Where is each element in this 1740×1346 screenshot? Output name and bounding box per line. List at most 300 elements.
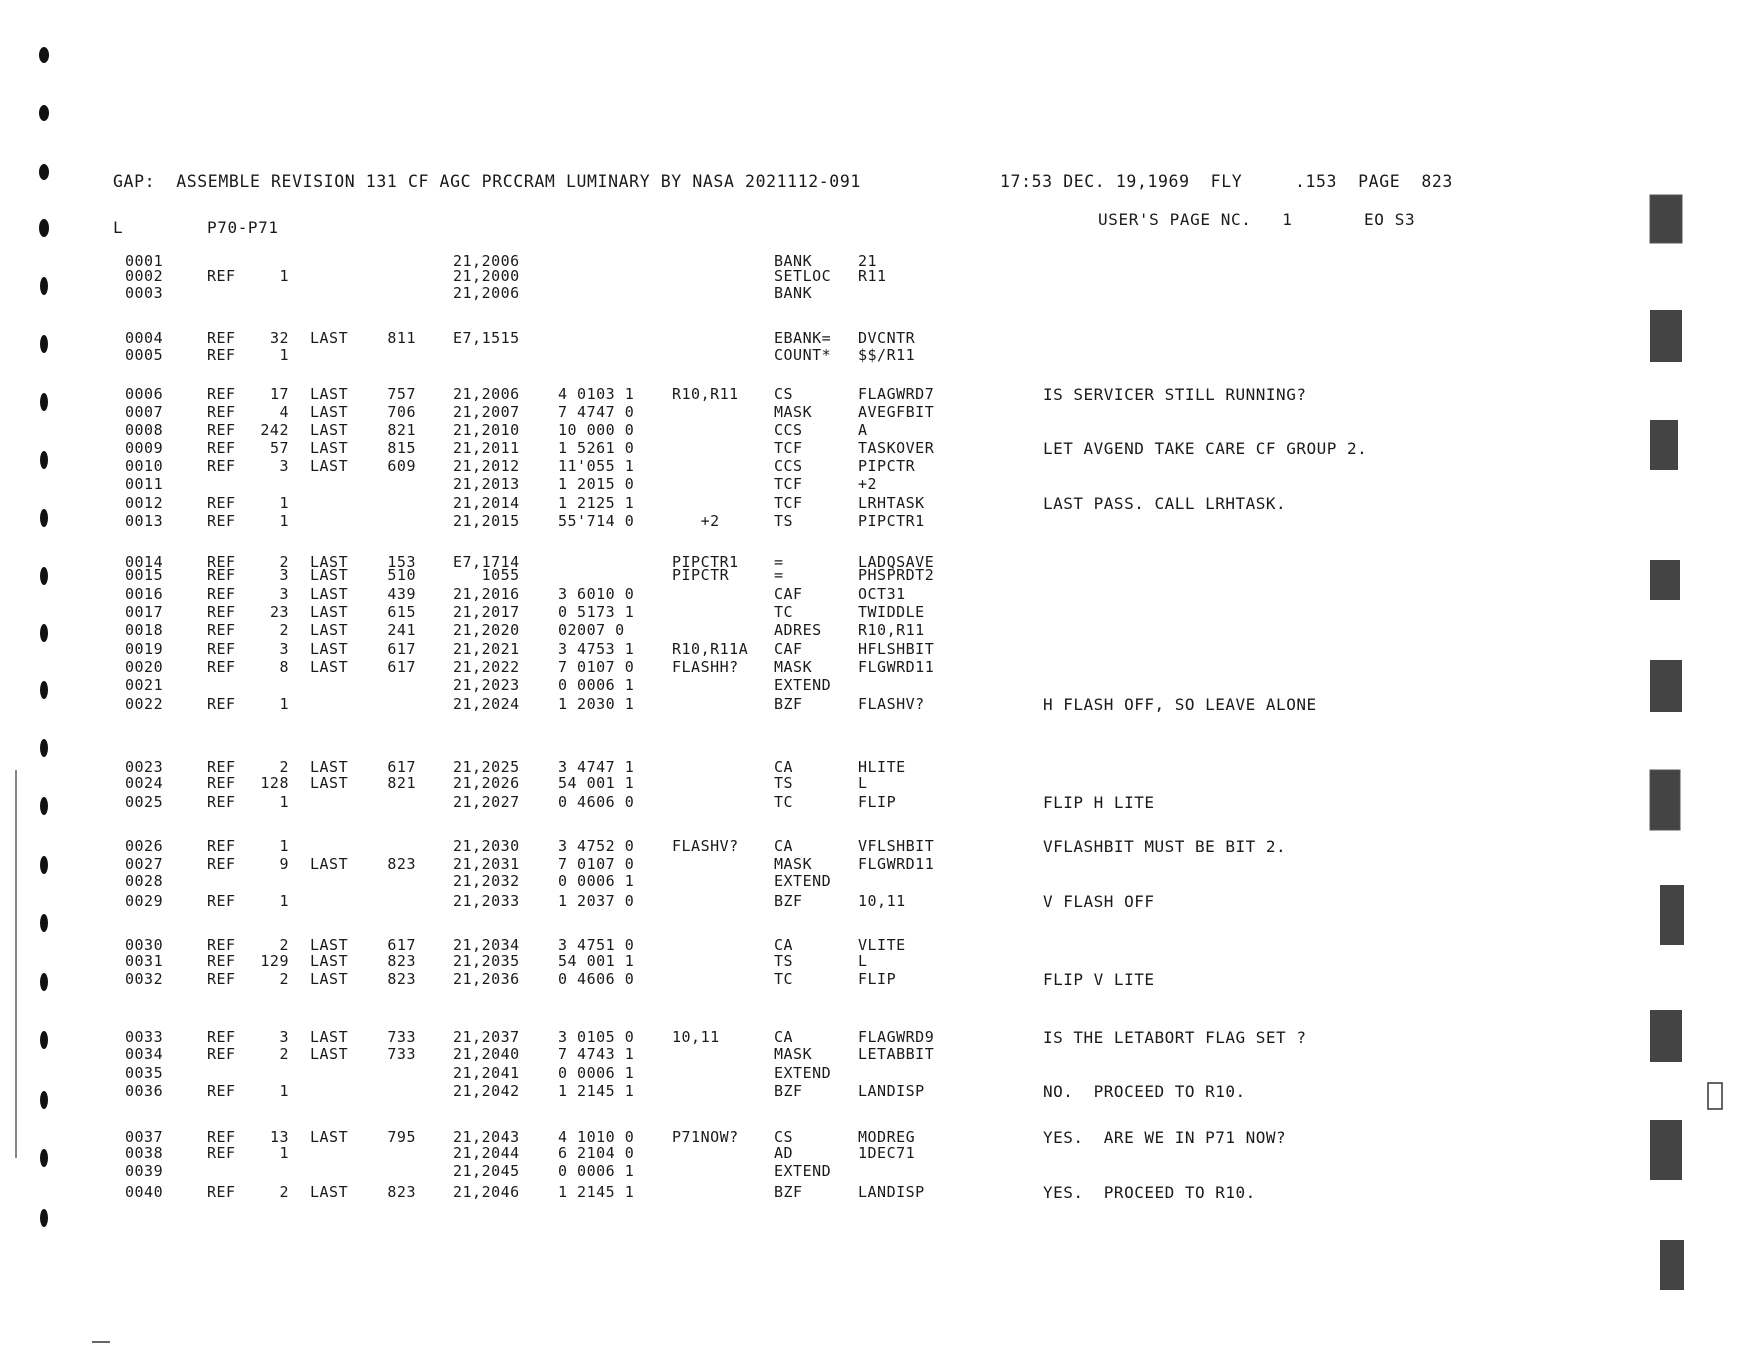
listing-row <box>125 457 1605 474</box>
ref-count: 2 <box>279 1045 289 1063</box>
last-page: 615 <box>387 603 416 621</box>
last-marker: LAST <box>310 774 349 792</box>
ref-count: 3 <box>279 640 289 658</box>
opcode: CS <box>774 385 794 403</box>
operand: A <box>858 421 868 439</box>
address: 21,2022 <box>453 658 520 676</box>
listing-row <box>125 1045 1605 1062</box>
opcode: TCF <box>774 494 803 512</box>
ref-count: 3 <box>279 566 289 584</box>
ref-count: 1 <box>279 346 289 364</box>
punch-hole-mark <box>39 164 49 180</box>
last-page: 617 <box>387 936 416 954</box>
last-page: 617 <box>387 640 416 658</box>
line-number: 0020 <box>125 658 164 676</box>
ref-marker: REF <box>207 494 236 512</box>
line-number: 0010 <box>125 457 164 475</box>
listing-section-letter: L <box>113 218 124 237</box>
symbol-label: R10,R11 <box>672 385 739 403</box>
last-page: 823 <box>387 1183 416 1201</box>
user-page-number: USER'S PAGE NC. 1 EO S3 <box>1098 210 1416 229</box>
line-number: 0021 <box>125 676 164 694</box>
address: 21,2013 <box>453 475 520 493</box>
line-number: 0029 <box>125 892 164 910</box>
opcode: TS <box>774 512 794 530</box>
last-marker: LAST <box>310 1128 349 1146</box>
punch-hole-mark <box>40 681 48 699</box>
edge-smudge <box>1650 660 1682 712</box>
listing-row <box>125 267 1605 284</box>
line-number: 0004 <box>125 329 164 347</box>
octal-code: 3 4752 0 <box>558 837 635 855</box>
opcode: MASK <box>774 403 813 421</box>
comment: IS THE LETABORT FLAG SET ? <box>1043 1028 1307 1047</box>
last-marker: LAST <box>310 658 349 676</box>
line-number: 0027 <box>125 855 164 873</box>
ref-marker: REF <box>207 553 236 571</box>
octal-code: 1 2030 1 <box>558 695 635 713</box>
listing-row <box>125 758 1605 775</box>
operand: FLAGWRD7 <box>858 385 935 403</box>
line-number: 0006 <box>125 385 164 403</box>
punch-hole-mark <box>40 739 48 757</box>
line-number: 0024 <box>125 774 164 792</box>
ref-marker: REF <box>207 439 236 457</box>
last-page: 617 <box>387 758 416 776</box>
line-number: 0014 <box>125 553 164 571</box>
ref-count: 2 <box>279 970 289 988</box>
address: 1055 <box>453 566 520 584</box>
opcode: BZF <box>774 1183 803 1201</box>
opcode: TCF <box>774 439 803 457</box>
operand: OCT31 <box>858 585 906 603</box>
operand: FLIP <box>858 793 897 811</box>
line-number: 0022 <box>125 695 164 713</box>
octal-code: 02007 0 <box>558 621 625 639</box>
listing-row <box>125 872 1605 889</box>
listing-row <box>125 512 1605 529</box>
line-number: 0031 <box>125 952 164 970</box>
address: 21,2010 <box>453 421 520 439</box>
listing-row <box>125 439 1605 456</box>
octal-code: 0 0006 1 <box>558 872 635 890</box>
operand: HFLSHBIT <box>858 640 935 658</box>
opcode: CCS <box>774 457 803 475</box>
address: 21,2033 <box>453 892 520 910</box>
opcode: MASK <box>774 658 813 676</box>
line-number: 0016 <box>125 585 164 603</box>
opcode: COUNT* <box>774 346 832 364</box>
octal-code: 3 4753 1 <box>558 640 635 658</box>
ref-count: 1 <box>279 267 289 285</box>
ref-count: 2 <box>279 936 289 954</box>
edge-smudge <box>1660 885 1684 945</box>
ref-marker: REF <box>207 1028 236 1046</box>
listing-row <box>125 1064 1605 1081</box>
address: 21,2006 <box>453 385 520 403</box>
address: 21,2041 <box>453 1064 520 1082</box>
listing-row <box>125 774 1605 791</box>
listing-row <box>125 855 1605 872</box>
address: 21,2027 <box>453 793 520 811</box>
last-marker: LAST <box>310 640 349 658</box>
octal-code: 1 5261 0 <box>558 439 635 457</box>
symbol-label: +2 <box>672 512 720 530</box>
edge-smudge <box>1650 1010 1682 1062</box>
ref-count: 129 <box>260 952 289 970</box>
punch-hole-mark <box>40 914 48 932</box>
octal-code: 1 2145 1 <box>558 1082 635 1100</box>
edge-smudge <box>1650 195 1682 243</box>
octal-code: 1 2037 0 <box>558 892 635 910</box>
listing-row <box>125 1183 1605 1200</box>
ref-marker: REF <box>207 621 236 639</box>
opcode: EXTEND <box>774 872 832 890</box>
last-page: 821 <box>387 421 416 439</box>
octal-code: 11'055 1 <box>558 457 635 475</box>
last-marker: LAST <box>310 385 349 403</box>
operand: R11 <box>858 267 887 285</box>
last-page: 795 <box>387 1128 416 1146</box>
symbol-label: P71NOW? <box>672 1128 739 1146</box>
octal-code: 3 4751 0 <box>558 936 635 954</box>
operand: LADQSAVE <box>858 553 935 571</box>
ref-marker: REF <box>207 793 236 811</box>
address: 21,2020 <box>453 621 520 639</box>
comment: LET AVGEND TAKE CARE CF GROUP 2. <box>1043 439 1368 458</box>
ref-count: 17 <box>269 385 289 403</box>
line-number: 0007 <box>125 403 164 421</box>
symbol-label: FLASHV? <box>672 837 739 855</box>
punch-hole-mark <box>39 47 49 63</box>
octal-code: 1 2145 1 <box>558 1183 635 1201</box>
listing-row <box>125 475 1605 492</box>
operand: 1DEC71 <box>858 1144 916 1162</box>
opcode: EXTEND <box>774 1162 832 1180</box>
punch-hole-mark <box>40 973 48 991</box>
operand: TWIDDLE <box>858 603 925 621</box>
operand: R10,R11 <box>858 621 925 639</box>
punch-hole-mark <box>40 335 48 353</box>
punch-hole-mark <box>40 1209 48 1227</box>
octal-code: 10 000 0 <box>558 421 635 439</box>
listing-row <box>125 603 1605 620</box>
listing-row <box>125 621 1605 638</box>
line-number: 0035 <box>125 1064 164 1082</box>
ref-count: 2 <box>279 1183 289 1201</box>
last-marker: LAST <box>310 403 349 421</box>
octal-code: 3 4747 1 <box>558 758 635 776</box>
last-page: 815 <box>387 439 416 457</box>
opcode: BZF <box>774 1082 803 1100</box>
opcode: EXTEND <box>774 1064 832 1082</box>
operand: VLITE <box>858 936 906 954</box>
listing-row <box>125 566 1605 583</box>
operand: AVEGFBIT <box>858 403 935 421</box>
ref-marker: REF <box>207 603 236 621</box>
last-page: 439 <box>387 585 416 603</box>
ref-count: 57 <box>269 439 289 457</box>
operand: FLGWRD11 <box>858 658 935 676</box>
octal-code: 1 2015 0 <box>558 475 635 493</box>
address: 21,2016 <box>453 585 520 603</box>
punch-hole-mark <box>40 856 48 874</box>
punch-hole-mark <box>39 219 49 237</box>
last-marker: LAST <box>310 553 349 571</box>
octal-code: 4 1010 0 <box>558 1128 635 1146</box>
line-number: 0015 <box>125 566 164 584</box>
opcode: CA <box>774 758 794 776</box>
ref-marker: REF <box>207 640 236 658</box>
line-number: 0001 <box>125 252 164 270</box>
ref-count: 4 <box>279 403 289 421</box>
opcode: TCF <box>774 475 803 493</box>
edge-smudge <box>1650 195 1682 243</box>
listing-row <box>125 585 1605 602</box>
last-page: 153 <box>387 553 416 571</box>
last-page: 617 <box>387 658 416 676</box>
opcode: CAF <box>774 585 803 603</box>
line-number: 0034 <box>125 1045 164 1063</box>
punch-hole-mark <box>39 105 49 121</box>
address: E7,1515 <box>453 329 520 347</box>
ref-marker: REF <box>207 892 236 910</box>
symbol-label: 10,11 <box>672 1028 720 1046</box>
ref-count: 2 <box>279 621 289 639</box>
address: 21,2034 <box>453 936 520 954</box>
ref-count: 8 <box>279 658 289 676</box>
opcode: BANK <box>774 252 813 270</box>
line-number: 0012 <box>125 494 164 512</box>
last-page: 241 <box>387 621 416 639</box>
listing-row <box>125 695 1605 712</box>
last-page: 823 <box>387 970 416 988</box>
ref-count: 1 <box>279 695 289 713</box>
operand: 21 <box>858 252 878 270</box>
symbol-label: PIPCTR1 <box>672 553 739 571</box>
line-number: 0030 <box>125 936 164 954</box>
punch-hole-mark <box>40 277 48 295</box>
address: 21,2040 <box>453 1045 520 1063</box>
address: 21,2044 <box>453 1144 520 1162</box>
address: 21,2024 <box>453 695 520 713</box>
ref-marker: REF <box>207 774 236 792</box>
listing-row <box>125 793 1605 810</box>
ref-marker: REF <box>207 512 236 530</box>
ref-marker: REF <box>207 329 236 347</box>
ref-marker: REF <box>207 585 236 603</box>
ref-marker: REF <box>207 1082 236 1100</box>
ref-marker: REF <box>207 695 236 713</box>
opcode: CA <box>774 936 794 954</box>
edge-smudge <box>1650 420 1678 470</box>
listing-row <box>125 1028 1605 1045</box>
edge-smudge <box>1650 310 1682 362</box>
last-marker: LAST <box>310 1028 349 1046</box>
listing-header: GAP: ASSEMBLE REVISION 131 CF AGC PRCCRAM LUMINARY BY NASA 2021112-091 <box>113 172 861 191</box>
address: 21,2031 <box>453 855 520 873</box>
last-marker: LAST <box>310 855 349 873</box>
operand: HLITE <box>858 758 906 776</box>
line-number: 0005 <box>125 346 164 364</box>
ref-marker: REF <box>207 855 236 873</box>
octal-code: 4 0103 1 <box>558 385 635 403</box>
octal-code: 0 4606 0 <box>558 970 635 988</box>
line-number: 0032 <box>125 970 164 988</box>
last-page: 757 <box>387 385 416 403</box>
operand: FLGWRD11 <box>858 855 935 873</box>
address: 21,2006 <box>453 252 520 270</box>
opcode: AD <box>774 1144 794 1162</box>
octal-code: 0 0006 1 <box>558 1162 635 1180</box>
ref-marker: REF <box>207 1144 236 1162</box>
line-number: 0019 <box>125 640 164 658</box>
address: 21,2025 <box>453 758 520 776</box>
operand: FLASHV? <box>858 695 925 713</box>
last-marker: LAST <box>310 1183 349 1201</box>
listing-row <box>125 676 1605 693</box>
last-page: 823 <box>387 855 416 873</box>
punch-hole-mark <box>40 509 48 527</box>
line-number: 0017 <box>125 603 164 621</box>
opcode: = <box>774 566 784 584</box>
punch-hole-mark <box>40 1149 48 1167</box>
last-marker: LAST <box>310 603 349 621</box>
address: 21,2032 <box>453 872 520 890</box>
edge-smudge <box>1650 560 1680 600</box>
line-number: 0002 <box>125 267 164 285</box>
last-page: 733 <box>387 1028 416 1046</box>
last-page: 821 <box>387 774 416 792</box>
operand: VFLSHBIT <box>858 837 935 855</box>
last-marker: LAST <box>310 758 349 776</box>
ref-marker: REF <box>207 457 236 475</box>
opcode: BZF <box>774 695 803 713</box>
punch-hole-mark <box>40 1091 48 1109</box>
listing-row <box>125 385 1605 402</box>
octal-code: 6 2104 0 <box>558 1144 635 1162</box>
comment: YES. ARE WE IN P71 NOW? <box>1043 1128 1287 1147</box>
symbol-label: R10,R11A <box>672 640 749 658</box>
ref-count: 1 <box>279 1082 289 1100</box>
punch-hole-mark <box>40 1031 48 1049</box>
opcode: CA <box>774 1028 794 1046</box>
listing-row <box>125 640 1605 657</box>
last-marker: LAST <box>310 621 349 639</box>
address: 21,2000 <box>453 267 520 285</box>
edge-smudge <box>1650 1120 1682 1180</box>
comment: H FLASH OFF, SO LEAVE ALONE <box>1043 695 1317 714</box>
listing-row <box>125 892 1605 909</box>
listing-row <box>125 1082 1605 1099</box>
operand: LANDISP <box>858 1183 925 1201</box>
last-marker: LAST <box>310 421 349 439</box>
ref-marker: REF <box>207 837 236 855</box>
last-page: 510 <box>387 566 416 584</box>
listing-row <box>125 658 1605 675</box>
listing-row <box>125 494 1605 511</box>
edge-bracket <box>1708 1083 1722 1109</box>
opcode: EXTEND <box>774 676 832 694</box>
last-page: 811 <box>387 329 416 347</box>
listing-row <box>125 403 1605 420</box>
last-marker: LAST <box>310 329 349 347</box>
line-number: 0025 <box>125 793 164 811</box>
opcode: = <box>774 553 784 571</box>
line-number: 0023 <box>125 758 164 776</box>
ref-count: 2 <box>279 758 289 776</box>
listing-row <box>125 837 1605 854</box>
octal-code: 54 001 1 <box>558 952 635 970</box>
line-number: 0028 <box>125 872 164 890</box>
opcode: TC <box>774 793 794 811</box>
last-marker: LAST <box>310 970 349 988</box>
ref-marker: REF <box>207 1045 236 1063</box>
listing-row <box>125 970 1605 987</box>
edge-smudge <box>1660 1240 1684 1290</box>
line-number: 0008 <box>125 421 164 439</box>
opcode: CA <box>774 837 794 855</box>
address: 21,2036 <box>453 970 520 988</box>
punch-hole-mark <box>40 797 48 815</box>
comment: V FLASH OFF <box>1043 892 1155 911</box>
opcode: TC <box>774 603 794 621</box>
opcode: ADRES <box>774 621 822 639</box>
line-number: 0037 <box>125 1128 164 1146</box>
last-page: 823 <box>387 952 416 970</box>
ref-count: 3 <box>279 1028 289 1046</box>
address: 21,2030 <box>453 837 520 855</box>
ref-marker: REF <box>207 1128 236 1146</box>
ref-count: 3 <box>279 585 289 603</box>
opcode: EBANK= <box>774 329 832 347</box>
edge-smudge <box>1650 770 1680 830</box>
line-number: 0036 <box>125 1082 164 1100</box>
listing-row <box>125 1144 1605 1161</box>
address: 21,2007 <box>453 403 520 421</box>
ref-count: 1 <box>279 494 289 512</box>
line-number: 0018 <box>125 621 164 639</box>
ref-count: 3 <box>279 457 289 475</box>
last-marker: LAST <box>310 566 349 584</box>
address: 21,2046 <box>453 1183 520 1201</box>
punch-hole-mark <box>40 393 48 411</box>
octal-code: 0 0006 1 <box>558 676 635 694</box>
octal-code: 3 0105 0 <box>558 1028 635 1046</box>
listing-row <box>125 346 1605 363</box>
octal-code: 3 6010 0 <box>558 585 635 603</box>
ref-marker: REF <box>207 758 236 776</box>
ref-marker: REF <box>207 566 236 584</box>
operand: PIPCTR <box>858 457 916 475</box>
ref-marker: REF <box>207 970 236 988</box>
edge-smudge <box>1650 770 1680 830</box>
address: E7,1714 <box>453 553 520 571</box>
comment: NO. PROCEED TO R10. <box>1043 1082 1246 1101</box>
punch-hole-mark <box>40 567 48 585</box>
ref-marker: REF <box>207 267 236 285</box>
last-page: 609 <box>387 457 416 475</box>
opcode: SETLOC <box>774 267 832 285</box>
ref-count: 1 <box>279 837 289 855</box>
ref-count: 128 <box>260 774 289 792</box>
operand: MODREG <box>858 1128 916 1146</box>
opcode: MASK <box>774 1045 813 1063</box>
listing-row <box>125 1162 1605 1179</box>
comment: LAST PASS. CALL LRHTASK. <box>1043 494 1287 513</box>
address: 21,2026 <box>453 774 520 792</box>
operand: DVCNTR <box>858 329 916 347</box>
